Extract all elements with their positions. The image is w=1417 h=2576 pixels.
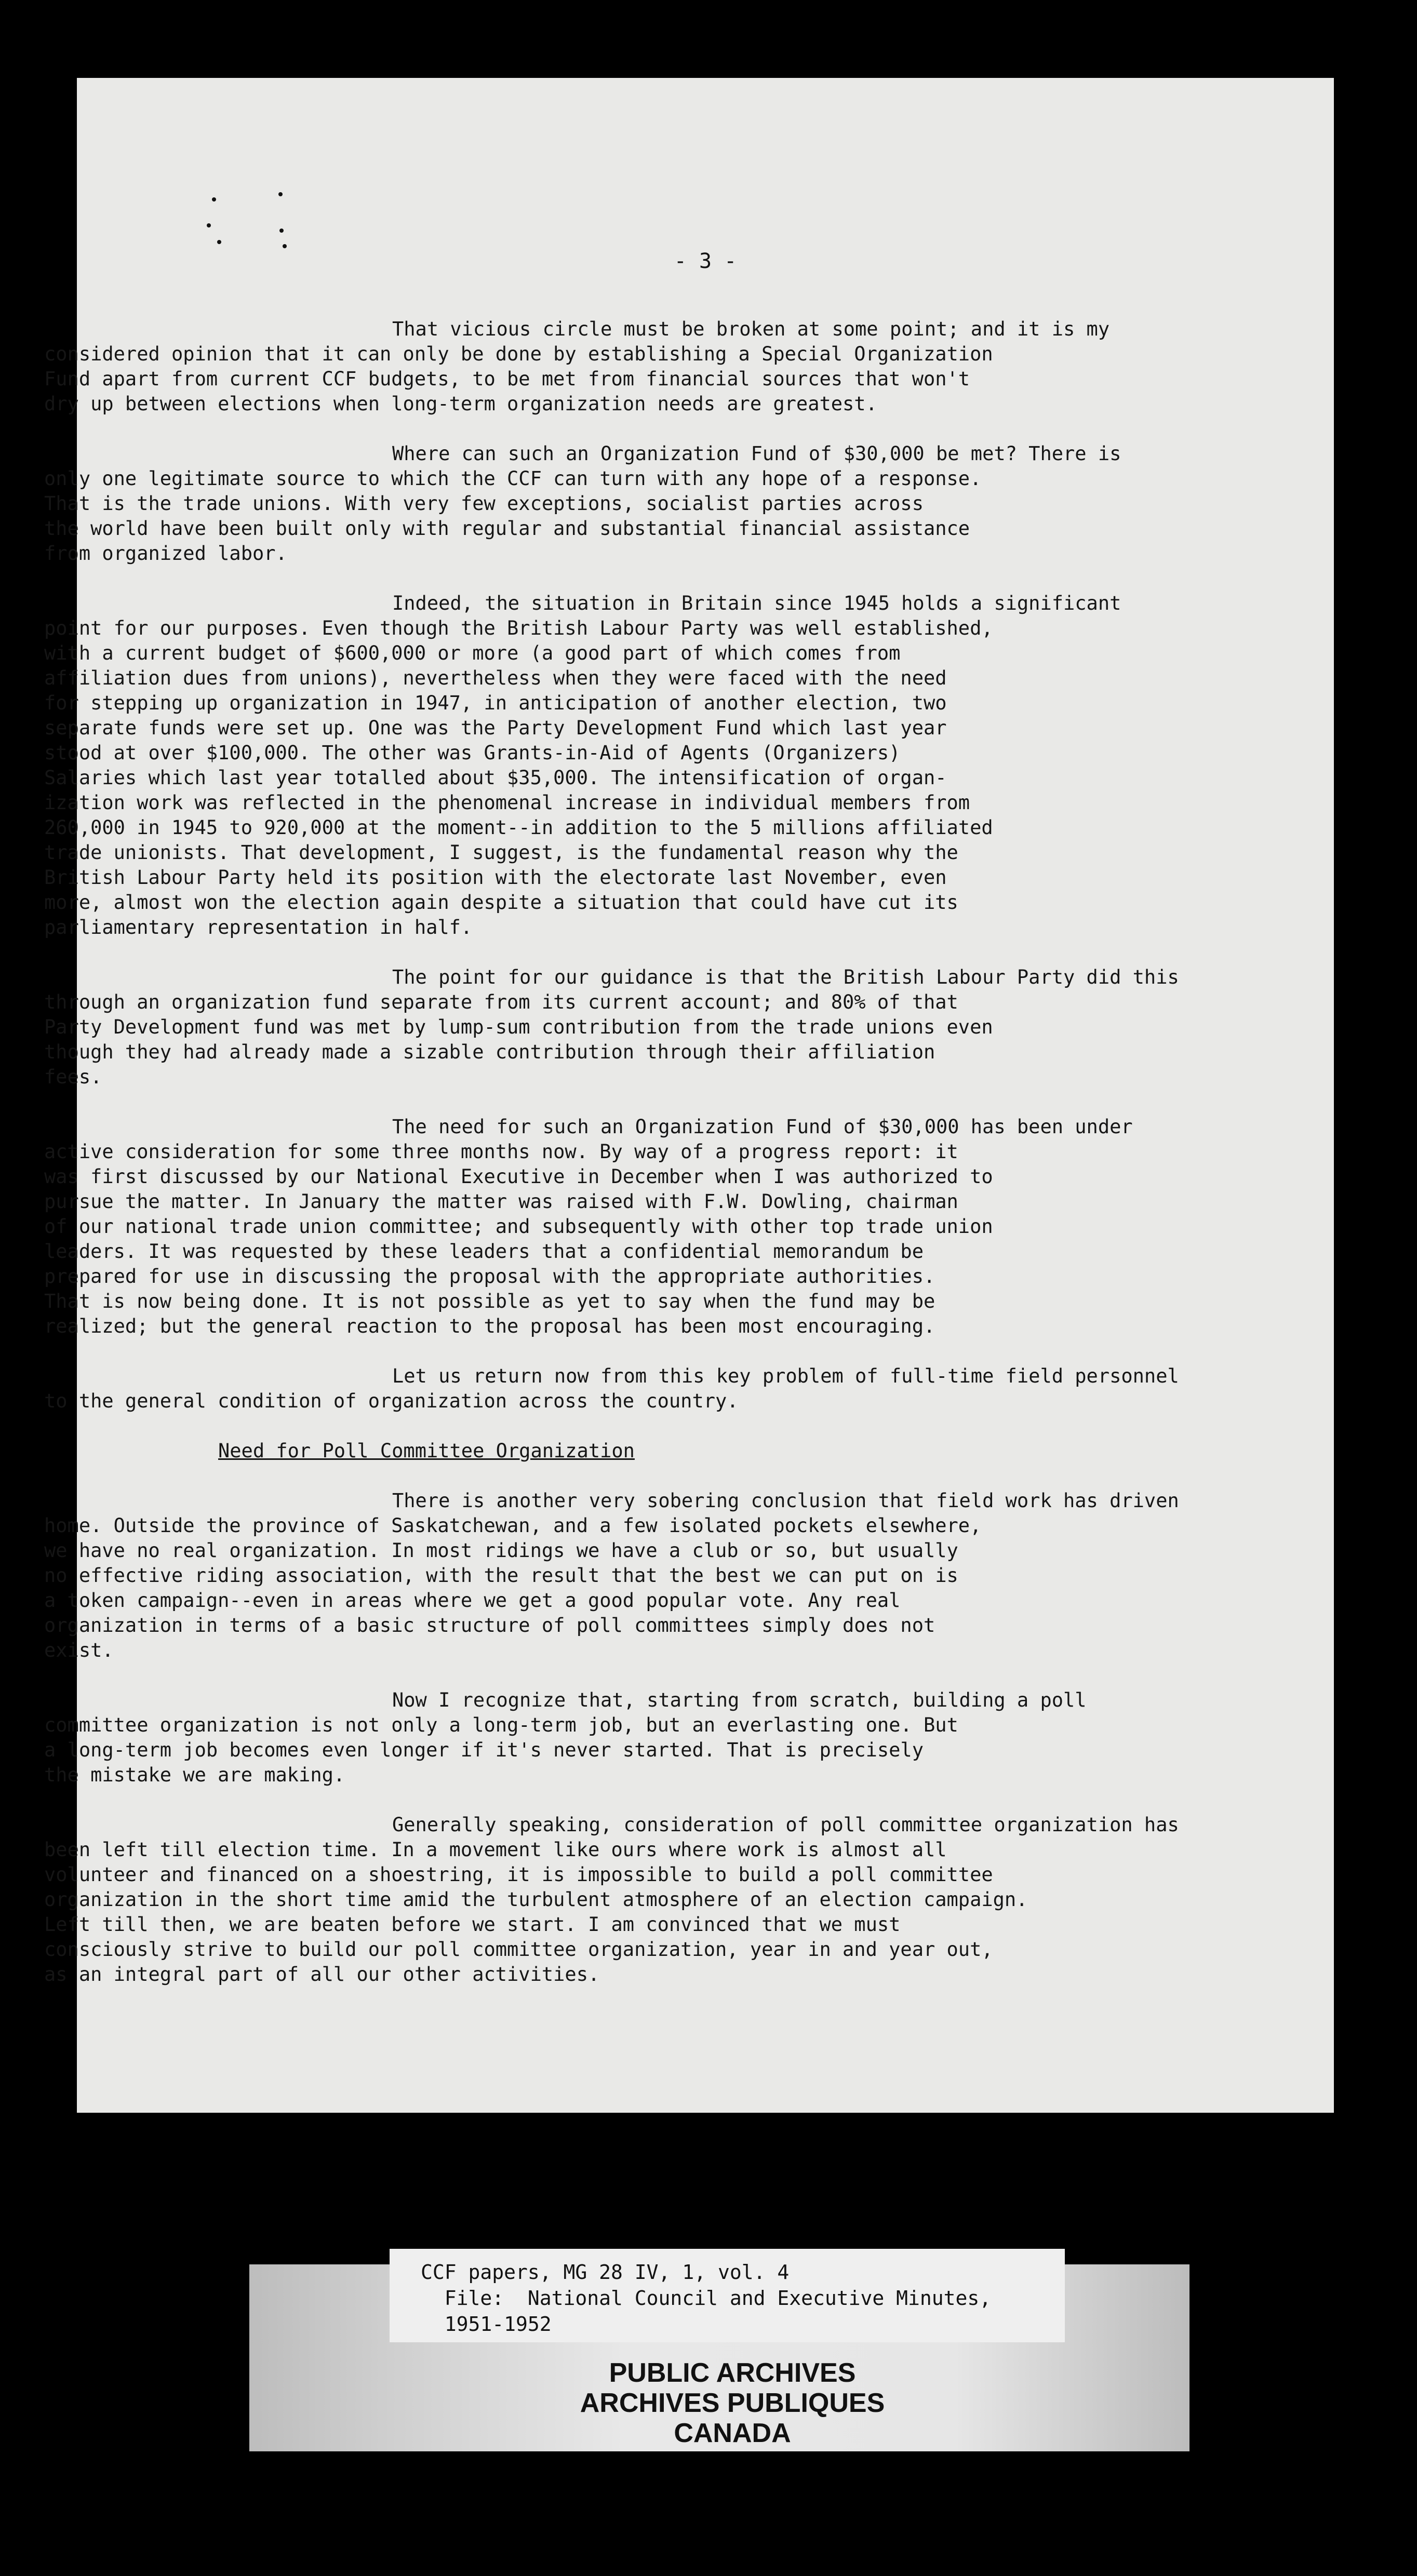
archives-line: ARCHIVES PUBLIQUES bbox=[580, 2388, 885, 2418]
archives-line: CANADA bbox=[674, 2418, 791, 2448]
text-line: for stepping up organization in 1947, in anticipation of another election, two bbox=[44, 692, 947, 714]
text-line: The point for our guidance is that the British Labour Party did this bbox=[392, 966, 1179, 988]
reference-label: CCF papers, MG 28 IV, 1, vol. 4 File: National Council and Executive Minutes, 1951-1952 bbox=[390, 2249, 1065, 2342]
text-line: committee organization is not only a long-term job, but an everlasting one. But bbox=[44, 1714, 958, 1736]
punch-marks bbox=[207, 192, 290, 254]
paragraph bbox=[44, 441, 1273, 566]
text-line: Party Development fund was met by lump-sum contribution from the trade unions even bbox=[44, 1016, 993, 1038]
text-line: Where can such an Organization Fund of $30,000 be met? There is bbox=[392, 442, 1121, 465]
text-line: Salaries which last year totalled about $35,000. The intensification of organ- bbox=[44, 767, 947, 789]
text-line: as an integral part of all our other activities. bbox=[44, 1963, 600, 1985]
paragraph bbox=[44, 591, 1273, 940]
text-line: trade unionists. That development, I suggest, is the fundamental reason why the bbox=[44, 841, 958, 864]
text-line: more, almost won the election again despite a situation that could have cut its bbox=[44, 891, 958, 914]
text-line: active consideration for some three months now. By way of a progress report: it bbox=[44, 1141, 958, 1163]
archive-stamp bbox=[249, 2249, 1189, 2467]
text-line: British Labour Party held its position with the electorate last November, even bbox=[44, 866, 947, 889]
text-line: pursue the matter. In January the matter was raised with F.W. Dowling, chairman bbox=[44, 1190, 958, 1213]
text-line: a token campaign--even in areas where we get a good popular vote. Any real bbox=[44, 1589, 901, 1612]
text-line: Generally speaking, consideration of poll committee organization has bbox=[392, 1814, 1179, 1836]
text-line: ization work was reflected in the phenomenal increase in individual members from bbox=[44, 791, 970, 814]
text-line: though they had already made a sizable contribution through their affiliation bbox=[44, 1041, 935, 1063]
text-line: from organized labor. bbox=[44, 542, 287, 565]
paragraph bbox=[44, 1813, 1273, 1987]
text-line: There is another very sobering conclusion that field work has driven bbox=[392, 1490, 1179, 1512]
text-line: the world have been built only with regular and substantial financial assistance bbox=[44, 517, 970, 540]
paragraph bbox=[44, 1364, 1273, 1414]
text-line: The need for such an Organization Fund of $30,000 has been under bbox=[392, 1116, 1133, 1138]
text-line: Now I recognize that, starting from scratch, building a poll bbox=[392, 1689, 1087, 1711]
text-line: organization in the short time amid the turbulent atmosphere of an election campaign. bbox=[44, 1888, 1028, 1911]
text-line: been left till election time. In a movement like ours where work is almost all bbox=[44, 1839, 947, 1861]
text-line: with a current budget of $600,000 or more (a good part of which comes from bbox=[44, 642, 901, 664]
text-line: affiliation dues from unions), nevertheless when they were faced with the need bbox=[44, 667, 947, 689]
text-line: home. Outside the province of Saskatchewan, and a few isolated pockets elsewhere, bbox=[44, 1514, 982, 1537]
archives-stamp-text bbox=[395, 2358, 1070, 2448]
text-line: of our national trade union committee; and subsequently with other top trade union bbox=[44, 1215, 993, 1238]
text-line: separate funds were set up. One was the Party Development Fund which last year bbox=[44, 717, 947, 739]
text-line: to the general condition of organization across the country. bbox=[44, 1390, 739, 1412]
text-line: Indeed, the situation in Britain since 1945 holds a significant bbox=[392, 592, 1121, 614]
text-line: That is now being done. It is not possible as yet to say when the fund may be bbox=[44, 1290, 935, 1312]
text-line: organization in terms of a basic structure of poll committees simply does not bbox=[44, 1614, 935, 1636]
text-line: considered opinion that it can only be done by establishing a Special Organization bbox=[44, 343, 993, 365]
text-line: 260,000 in 1945 to 920,000 at the moment--in addition to the 5 millions affiliated bbox=[44, 816, 993, 839]
text-line: point for our purposes. Even though the British Labour Party was well established, bbox=[44, 617, 993, 639]
text-line: exist. bbox=[44, 1639, 114, 1661]
text-line: parliamentary representation in half. bbox=[44, 916, 473, 938]
archives-line: PUBLIC ARCHIVES bbox=[609, 2358, 856, 2388]
text-line: That vicious circle must be broken at some point; and it is my bbox=[392, 318, 1110, 340]
text-line: was first discussed by our National Executive in December when I was authorized to bbox=[44, 1165, 993, 1188]
text-line: dry up between elections when long-term organization needs are greatest. bbox=[44, 393, 877, 415]
paragraph bbox=[44, 1115, 1273, 1339]
paragraph bbox=[44, 317, 1273, 417]
text-line: stood at over $100,000. The other was Grants-in-Aid of Agents (Organizers) bbox=[44, 742, 901, 764]
text-line: through an organization fund separate from its current account; and 80% of that bbox=[44, 991, 958, 1013]
text-line: a long-term job becomes even longer if it's never started. That is precisely bbox=[44, 1739, 924, 1761]
text-line: no effective riding association, with the result that the best we can put on is bbox=[44, 1564, 958, 1587]
page-number: - 3 - bbox=[674, 249, 737, 273]
text-line: realized; but the general reaction to the proposal has been most encouraging. bbox=[44, 1315, 935, 1337]
text-line: Let us return now from this key problem of full-time field personnel bbox=[392, 1365, 1179, 1387]
document-body bbox=[44, 317, 1273, 2012]
text-line: Left till then, we are beaten before we start. I am convinced that we must bbox=[44, 1913, 901, 1936]
text-line: leaders. It was requested by these leaders that a confidential memorandum be bbox=[44, 1240, 924, 1263]
text-line: only one legitimate source to which the CCF can turn with any hope of a response. bbox=[44, 467, 982, 490]
text-line: the mistake we are making. bbox=[44, 1764, 345, 1786]
text-line: consciously strive to build our poll committee organization, year in and year out, bbox=[44, 1938, 993, 1961]
text-line: That is the trade unions. With very few exceptions, socialist parties across bbox=[44, 492, 924, 515]
paragraph bbox=[44, 965, 1273, 1090]
paragraph bbox=[44, 1688, 1273, 1788]
text-line: volunteer and financed on a shoestring, it is impossible to build a poll committee bbox=[44, 1863, 993, 1886]
text-line: fees. bbox=[44, 1066, 102, 1088]
text-line: prepared for use in discussing the proposal with the appropriate authorities. bbox=[44, 1265, 935, 1287]
section-heading: Need for Poll Committee Organization bbox=[218, 1440, 635, 1462]
paragraph bbox=[44, 1488, 1273, 1663]
text-line: Fund apart from current CCF budgets, to be met from financial sources that won't bbox=[44, 368, 970, 390]
text-line: we have no real organization. In most ridings we have a club or so, but usually bbox=[44, 1539, 958, 1562]
